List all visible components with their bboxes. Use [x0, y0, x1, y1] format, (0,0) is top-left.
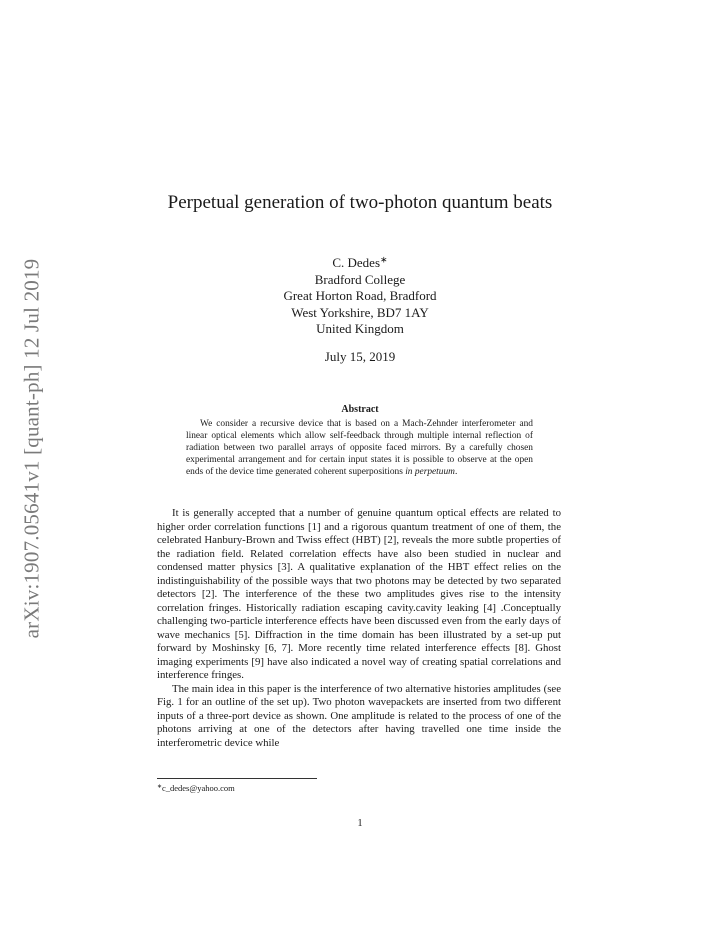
body-paragraph: The main idea in this paper is the interference of two alternative histories amplitudes (see Fig. 1 for an outline of the set up). Two photon wavepackets are inserted from two different inputs of a three-port device as shown. One amplitude is related to the process of one of the photons arriving at one of the detectors after having travelled one time inside the interferometric device while	[157, 682, 561, 749]
author-footnote-marker: ∗	[380, 254, 388, 265]
paper-title: Perpetual generation of two-photon quantum beats	[167, 192, 553, 213]
footnote-marker: ∗	[157, 784, 162, 791]
author-block	[200, 255, 520, 338]
arxiv-stamp	[12, 246, 52, 650]
affiliation-line: United Kingdom	[316, 321, 404, 336]
affiliation-line: West Yorkshire, BD7 1AY	[291, 304, 429, 320]
arxiv-stamp-text: arXiv:1907.05641v1 [quant-ph] 12 Jul 2019	[19, 258, 44, 638]
author-name: C. Dedes	[332, 255, 381, 270]
page-number: 1	[357, 818, 363, 829]
abstract-emphasis: in perpetuum	[405, 467, 455, 478]
abstract-heading: Abstract	[341, 404, 379, 415]
paper-date: July 15, 2019	[324, 349, 396, 364]
author-line	[200, 255, 520, 272]
abstract-text	[186, 418, 533, 478]
affiliation-line: Bradford College	[314, 271, 406, 287]
affiliation-line: Great Horton Road, Bradford	[283, 288, 437, 303]
body-paragraph: It is generally accepted that a number of genuine quantum optical effects are related to higher order correlation functions [1] and a rigorous quantum treatment of one of them, the celebrated Hanbury-Brown and Twiss effect (HBT) [2], reveals the more subtle properties of the radiation field. Related correlation effects have also been studied in nuclear and condensed matter physics [3]. A qualitative explanation of the HBT effect relies on the indistinguishability of the possible ways that two photons may be detected by two separated detectors [2]. The interference of the these two amplitudes gives rise to the intensity correlation fringes. Historically radiation escaping cavity.cavity leaking [4] .Conceptually challenging two-particle interference effects have been discussed even from the early days of wave mechanics [5]. Diffraction in the time domain has been illustrated by a set-up put forward by Moshinsky [6, 7]. More recently time related interference effects [8]. Ghost imaging experiments [9] have also indicated a novel way of creating spatial correlations and interference fringes.	[157, 507, 561, 681]
abstract-main: We consider a recursive device that is based on a Mach-Zehnder interferometer and linear optical elements which allow self-feedback through multiple internal reflection of radiation between two parallel arrays of opposite faced mirrors. By a carefully chosen experimental arrangement and for certain input states it is possible to observe at the open ends of the device time generated coherent superpositions	[186, 419, 533, 478]
footnote	[157, 783, 235, 793]
body-text	[157, 507, 561, 750]
footnote-rule	[157, 778, 317, 779]
footnote-email: c_dedes@yahoo.com	[161, 783, 235, 793]
abstract-end: .	[454, 467, 458, 478]
